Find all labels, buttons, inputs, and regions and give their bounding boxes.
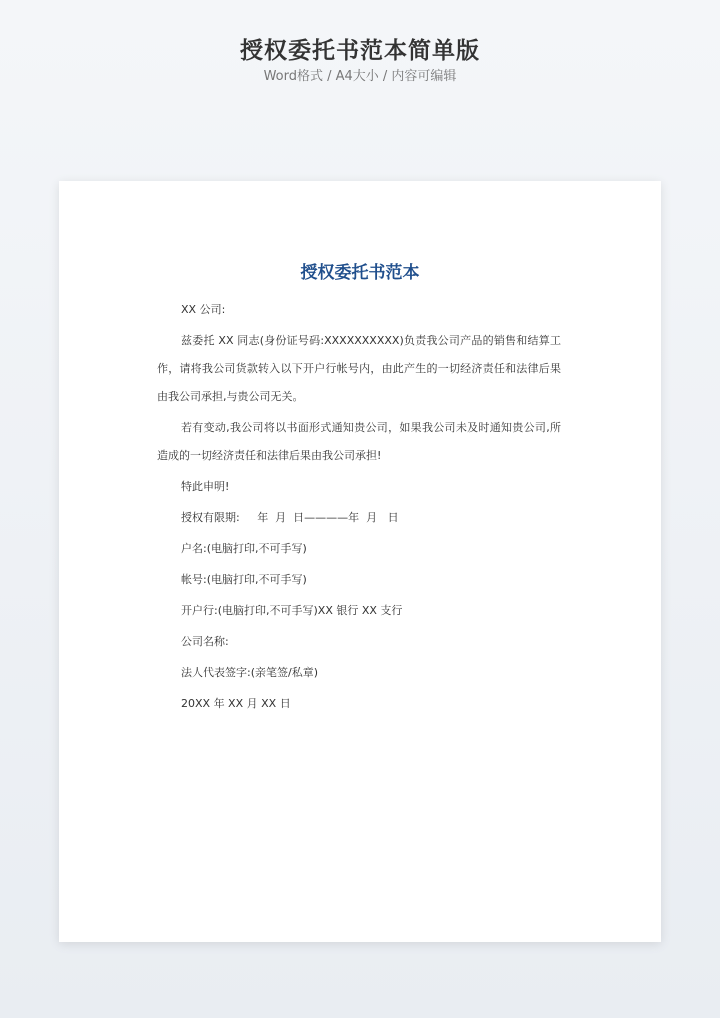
company-name: 公司名称: [181,635,229,648]
paragraph-authorization: 兹委托 XX 同志(身份证号码:XXXXXXXXXX)负责我公司产品的销售和结算工作，请将我公司货款转入以下开户行帐号内，由此产生的一切经济责任和法律后果由我公司承担,与贵公司无关。 [157,334,561,403]
account-name: 户名:(电脑打印,不可手写) [181,542,307,555]
declaration: 特此申明! [181,480,230,493]
document-title: 授权委托书范本 [300,263,420,283]
validity-period: 授权有限期: 年 月 日————年 月 日 [181,511,399,524]
document-date: 20XX 年 XX 月 XX 日 [181,697,291,710]
document-body [157,296,561,721]
legal-representative-signature: 法人代表签字:(亲笔签/私章) [181,666,318,679]
page-header [0,36,720,86]
page-subtitle: Word格式 / A4大小 / 内容可编辑 [263,69,457,84]
page-title: 授权委托书范本简单版 [240,38,480,64]
paragraph-changes: 若有变动,我公司将以书面形式通知贵公司，如果我公司未及时通知贵公司,所造成的一切经济责任和法律后果由我公司承担! [157,421,561,462]
document-page [59,181,661,942]
bank-branch: 开户行:(电脑打印,不可手写)XX 银行 XX 支行 [181,604,403,617]
salutation: XX 公司: [181,303,226,316]
account-number: 帐号:(电脑打印,不可手写) [181,573,307,586]
